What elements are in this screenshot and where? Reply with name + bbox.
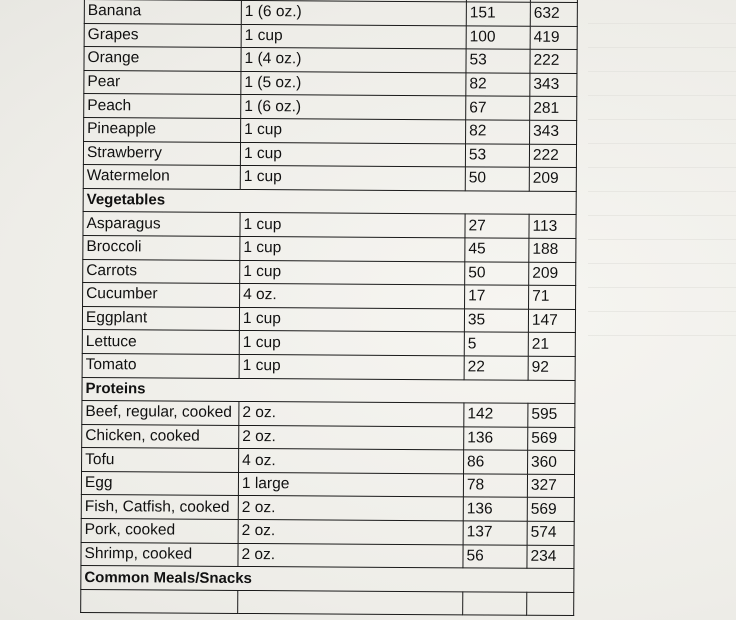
calories: 27: [465, 214, 529, 238]
food-name: Tomato: [82, 353, 239, 378]
kilojoules: 327: [527, 474, 574, 498]
table-row: [83, 259, 576, 286]
serving-size: 1 large: [238, 472, 463, 497]
serving-size: 1 (5 oz.): [241, 71, 466, 96]
food-name: Broccoli: [83, 235, 240, 260]
table-row: [83, 212, 576, 239]
serving-size: 2 oz.: [238, 520, 463, 545]
kilojoules: 595: [528, 403, 575, 427]
kilojoules: 574: [527, 521, 574, 545]
serving-size: 1 cup: [240, 236, 465, 261]
calories: 53: [465, 143, 529, 167]
food-name: Strawberry: [83, 141, 240, 166]
calories: 35: [464, 309, 528, 333]
food-name: Asparagus: [83, 212, 240, 237]
section-heading-row: [82, 377, 575, 404]
calories: 67: [466, 96, 530, 120]
calories: 53: [466, 49, 530, 73]
serving-size: 4 oz.: [239, 449, 464, 474]
calories: 82: [466, 120, 530, 144]
food-name: Cucumber: [83, 283, 240, 308]
kilojoules: 188: [529, 238, 576, 262]
food-name: Watermelon: [83, 165, 240, 190]
kilojoules: 632: [530, 2, 577, 26]
calories: 82: [466, 73, 530, 97]
serving-size: 1 cup: [241, 118, 466, 143]
kilojoules: 113: [529, 215, 576, 239]
kilojoules: 222: [529, 144, 576, 168]
section-heading-row: [83, 188, 576, 215]
food-name: Pineapple: [84, 117, 241, 142]
food-name: Tofu: [82, 448, 239, 473]
serving-size: 2 oz.: [239, 425, 464, 450]
calories: 45: [465, 238, 529, 262]
kilojoules: 569: [527, 498, 574, 522]
kilojoules: 281: [530, 97, 577, 121]
calories: 136: [463, 497, 527, 521]
food-name: Carrots: [83, 259, 240, 284]
serving-size: 1 cup: [240, 166, 465, 191]
table-row: [82, 424, 575, 451]
food-name: Lettuce: [82, 330, 239, 355]
serving-size: 2 oz.: [238, 496, 463, 521]
serving-size: 1 (4 oz.): [241, 48, 466, 73]
table-row: [84, 94, 577, 121]
kilojoules: 147: [528, 309, 575, 333]
food-name: Fish, Catfish, cooked: [81, 495, 238, 520]
kilojoules: 71: [529, 285, 576, 309]
calories: 137: [463, 521, 527, 545]
calories: 142: [464, 403, 528, 427]
calories: 50: [465, 261, 529, 285]
food-name: Pear: [84, 70, 241, 95]
food-name: Shrimp, cooked: [81, 542, 238, 567]
kilojoules: 343: [530, 120, 577, 144]
serving-size: 1 cup: [239, 307, 464, 332]
section-heading-proteins: Proteins: [82, 377, 575, 404]
serving-size: 1 (6 oz.): [241, 95, 466, 120]
table-row: [81, 542, 574, 569]
calories: 5: [464, 332, 528, 356]
table-row: [82, 306, 575, 333]
table-row: [83, 283, 576, 310]
kilojoules: 21: [528, 333, 575, 357]
serving-size: 1 cup: [240, 260, 465, 285]
food-name: Chicken, cooked: [82, 424, 239, 449]
table-row: [84, 47, 577, 74]
kilojoules: 92: [528, 356, 575, 380]
calories: 100: [466, 25, 530, 49]
table-row: [84, 117, 577, 144]
table-row: [82, 448, 575, 475]
calories: 86: [464, 450, 528, 474]
section-heading-row: [81, 566, 574, 593]
food-name: Banana: [84, 0, 241, 24]
food-name: Orange: [84, 47, 241, 72]
serving-size: 2 oz.: [239, 402, 464, 427]
food-name: Eggplant: [82, 306, 239, 331]
calories: 136: [464, 427, 528, 451]
kilojoules: 222: [530, 49, 577, 73]
calories: 50: [465, 167, 529, 191]
table-row: [82, 401, 575, 428]
table-row: [81, 495, 574, 522]
table-row: [81, 519, 574, 546]
food-name: Egg: [81, 471, 238, 496]
food-name: Pork, cooked: [81, 519, 238, 544]
kilojoules: 569: [528, 427, 575, 451]
table-row: [84, 23, 577, 50]
kilojoules: 343: [530, 73, 577, 97]
section-heading-common-meals-snacks: Common Meals/Snacks: [81, 566, 574, 593]
serving-size: 1 cup: [239, 331, 464, 356]
kilojoules: 360: [528, 451, 575, 475]
calories: 78: [463, 474, 527, 498]
table-row: [83, 165, 576, 192]
serving-size: 2 oz.: [238, 543, 463, 568]
food-name: Peach: [84, 94, 241, 119]
table-row-partial-bottom: [81, 589, 574, 615]
kilojoules: 209: [529, 262, 576, 286]
kilojoules: 209: [529, 167, 576, 191]
food-name: Grapes: [84, 23, 241, 48]
food-name: Beef, regular, cooked: [82, 401, 239, 426]
section-heading-vegetables: Vegetables: [83, 188, 576, 215]
serving-size: 1 cup: [241, 24, 466, 49]
serving-size: 1 (6 oz.): [241, 0, 466, 25]
calorie-table-container: [80, 0, 578, 616]
calorie-table: [80, 0, 578, 616]
table-row: [84, 0, 577, 26]
calories: 17: [465, 285, 529, 309]
serving-size: 1 cup: [240, 213, 465, 238]
table-row: [82, 330, 575, 357]
calories: 22: [464, 356, 528, 380]
table-row: [81, 471, 574, 498]
table-row: [83, 235, 576, 262]
calories: 56: [463, 544, 527, 568]
kilojoules: 234: [527, 545, 574, 569]
kilojoules: 419: [530, 26, 577, 50]
table-row: [84, 70, 577, 97]
serving-size: 4 oz.: [240, 284, 465, 309]
table-row: [83, 141, 576, 168]
serving-size: 1 cup: [240, 142, 465, 167]
table-row: [82, 353, 575, 380]
serving-size: 1 cup: [239, 354, 464, 379]
calories: 151: [466, 2, 530, 26]
